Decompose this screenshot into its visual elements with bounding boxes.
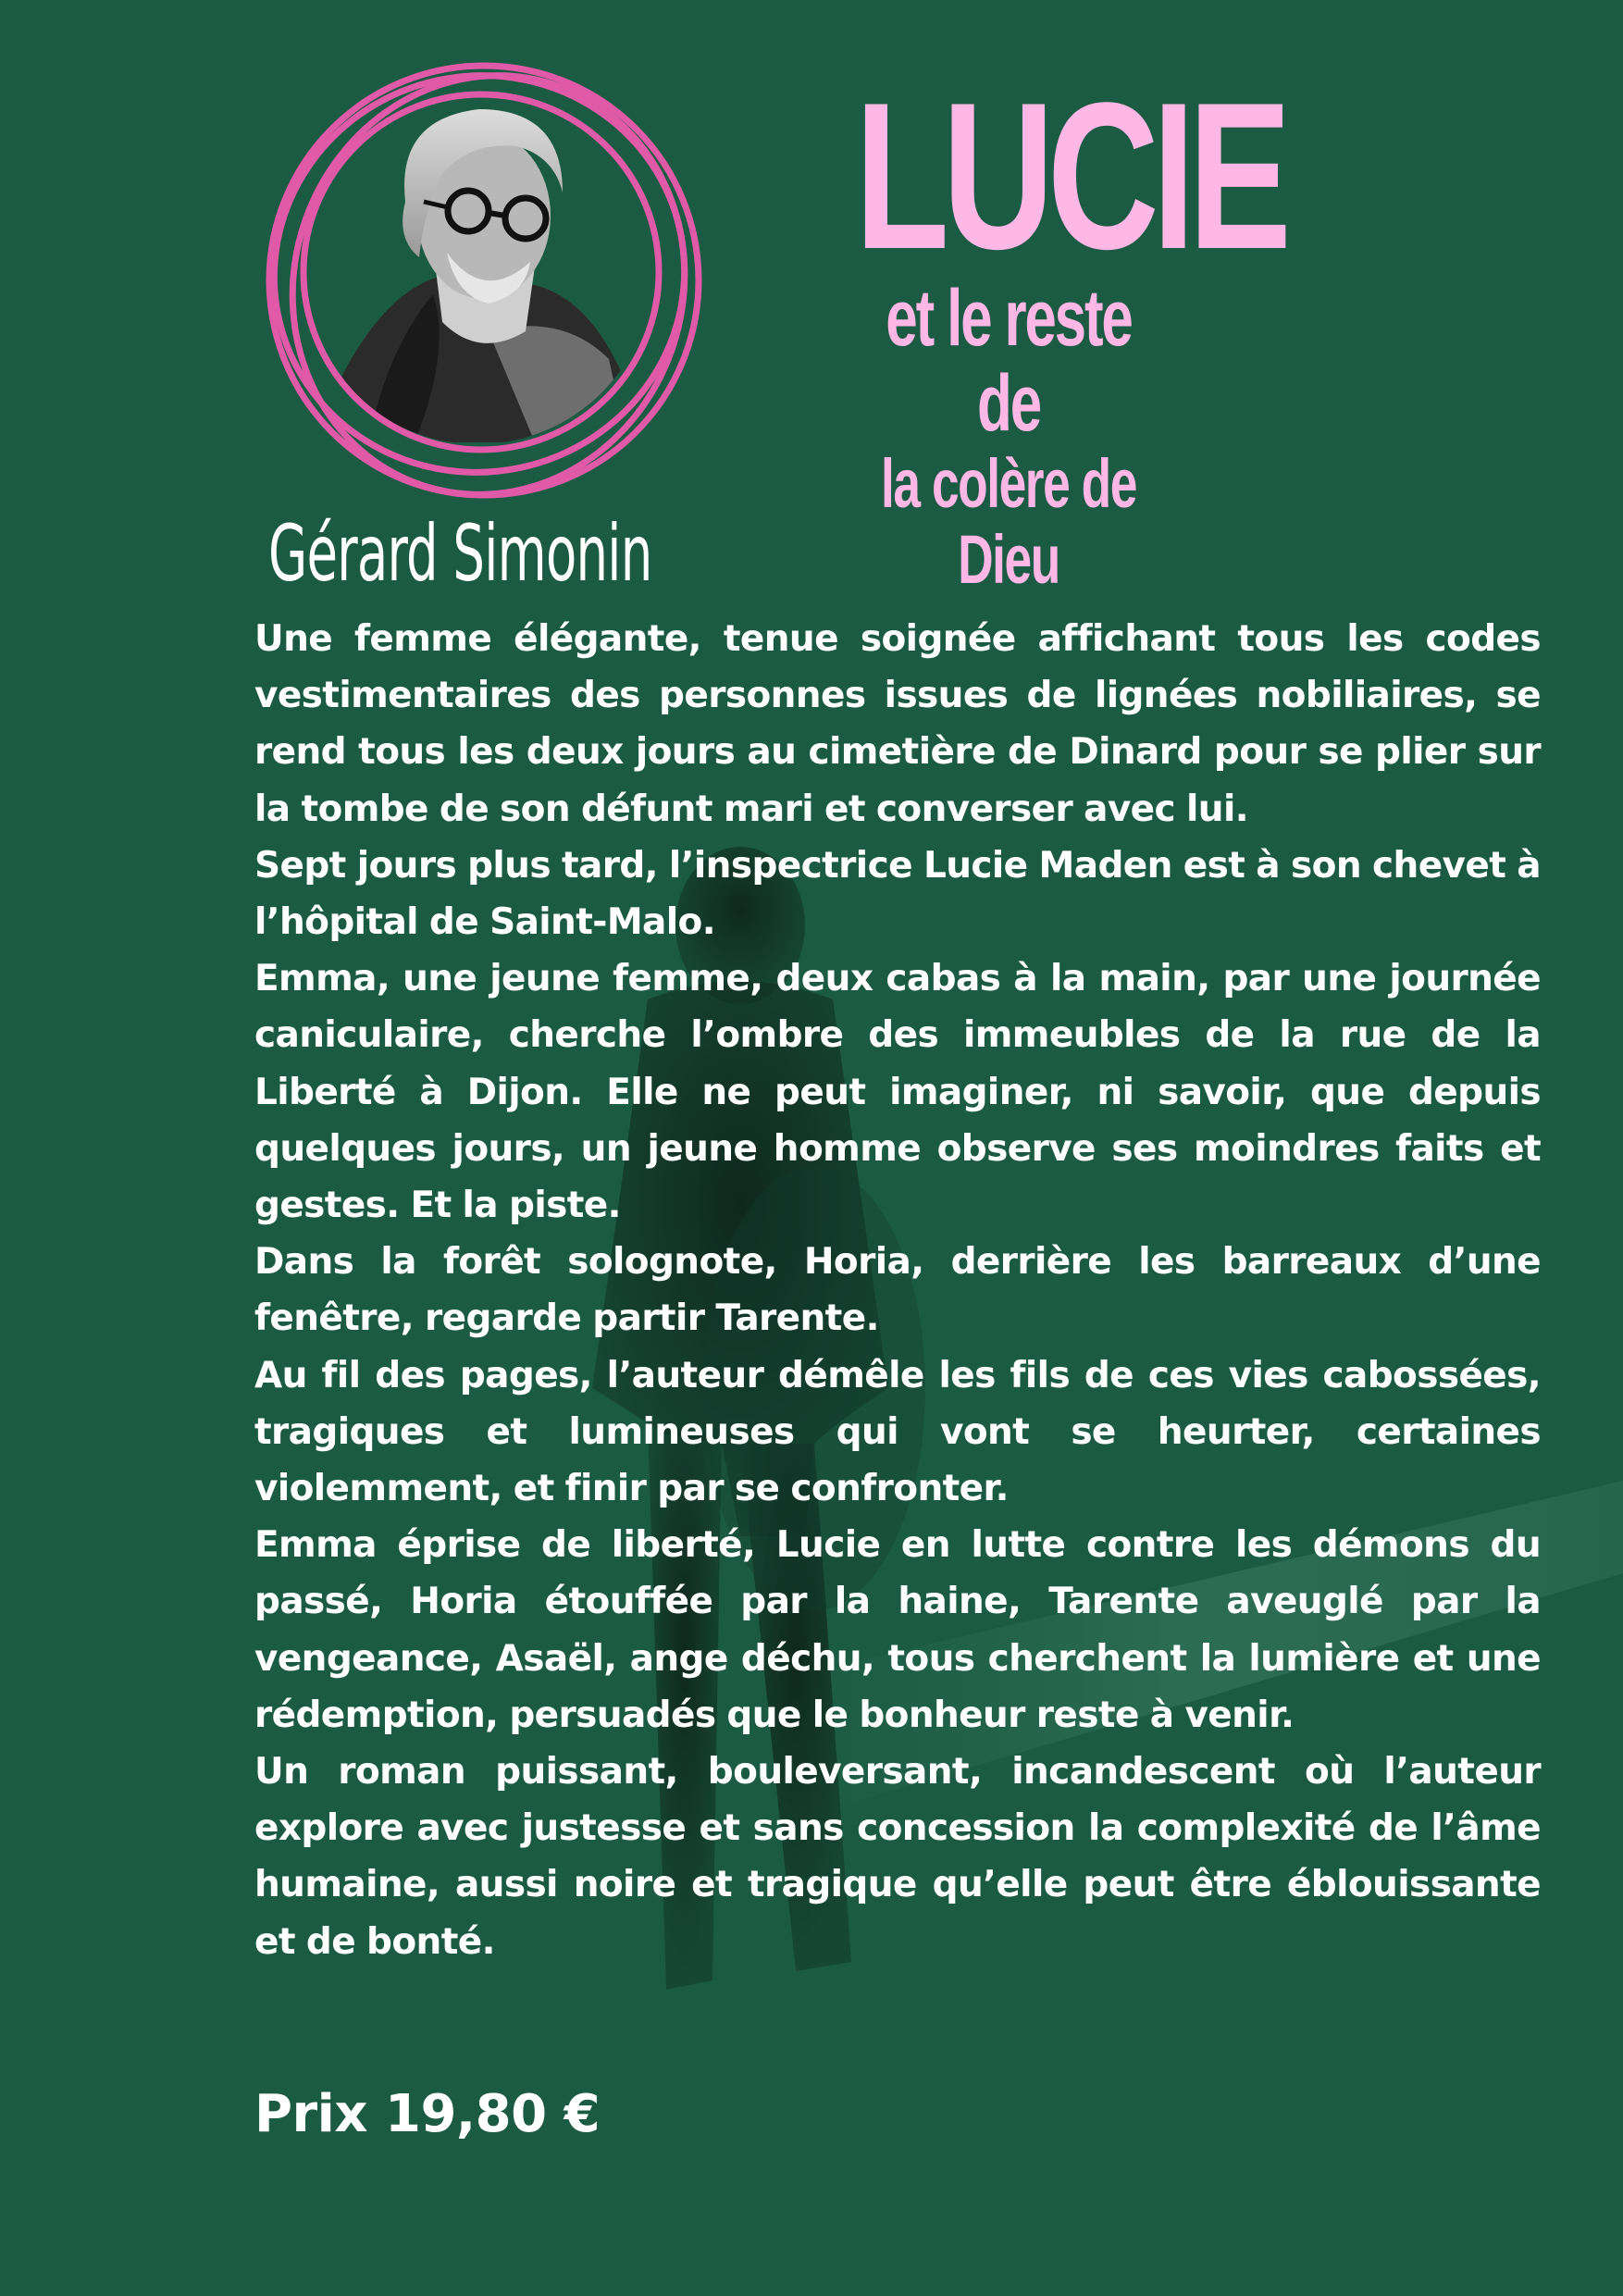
book-blurb xyxy=(254,611,1541,1970)
blurb-paragraph: Emma éprise de liberté, Lucie en lutte contre les démons du passé, Horia étouffée par la haine, Tarente aveuglé par la vengeance, Asaël, ange déchu, tous cherchent la lumière et une rédemption, persuadés que le bonheur reste à venir. xyxy=(254,1524,1541,1736)
blurb-paragraph: Au fil des pages, l’auteur démêle les fils de ces vies cabossées, tragiques et lumineuses qui vont se heurter, certaines violemment, et finir par se confronter. xyxy=(254,1354,1541,1510)
blurb-paragraph: Une femme élégante, tenue soignée affichant tous les codes vestimentaires des personnes issues de lignées nobiliaires, se rend tous les deux jours au cimetière de Dinard pour se plier sur la tombe de son défunt mari et converser avec lui. xyxy=(254,618,1541,830)
blurb-paragraph: Emma, une jeune femme, deux cabas à la main, par une journée caniculaire, cherche l’ombre des immeubles de la rue de la Liberté à Dijon. Elle ne peut imaginer, ni savoir, que depuis quelques jours, un jeune homme observe ses moindres faits et gestes. Et la piste. xyxy=(254,958,1541,1227)
blurb-paragraph: Dans la forêt solognote, Horia, derrière les barreaux d’une fenêtre, regarde partir Tarente. xyxy=(254,1241,1541,1340)
author-name: Gérard Simonin xyxy=(268,508,652,599)
book-subtitle-line1: et le reste de xyxy=(886,274,1132,448)
price-label: Prix 19,80 € xyxy=(254,2084,601,2144)
blurb-paragraph: Un roman puissant, bouleversant, incandescent où l’auteur explore avec justesse et sans concession la complexité de l’âme humaine, aussi noire et tragique qu’elle peut être éblouissante et de bonté. xyxy=(254,1751,1541,1963)
book-subtitle-line2: la colère de Dieu xyxy=(881,445,1136,598)
blurb-paragraph: Sept jours plus tard, l’inspectrice Lucie Maden est à son chevet à l’hôpital de Saint-Malo. xyxy=(254,844,1541,944)
book-title-block xyxy=(805,58,1285,598)
author-portrait xyxy=(257,54,711,507)
book-title: LUCIE xyxy=(854,58,1285,292)
